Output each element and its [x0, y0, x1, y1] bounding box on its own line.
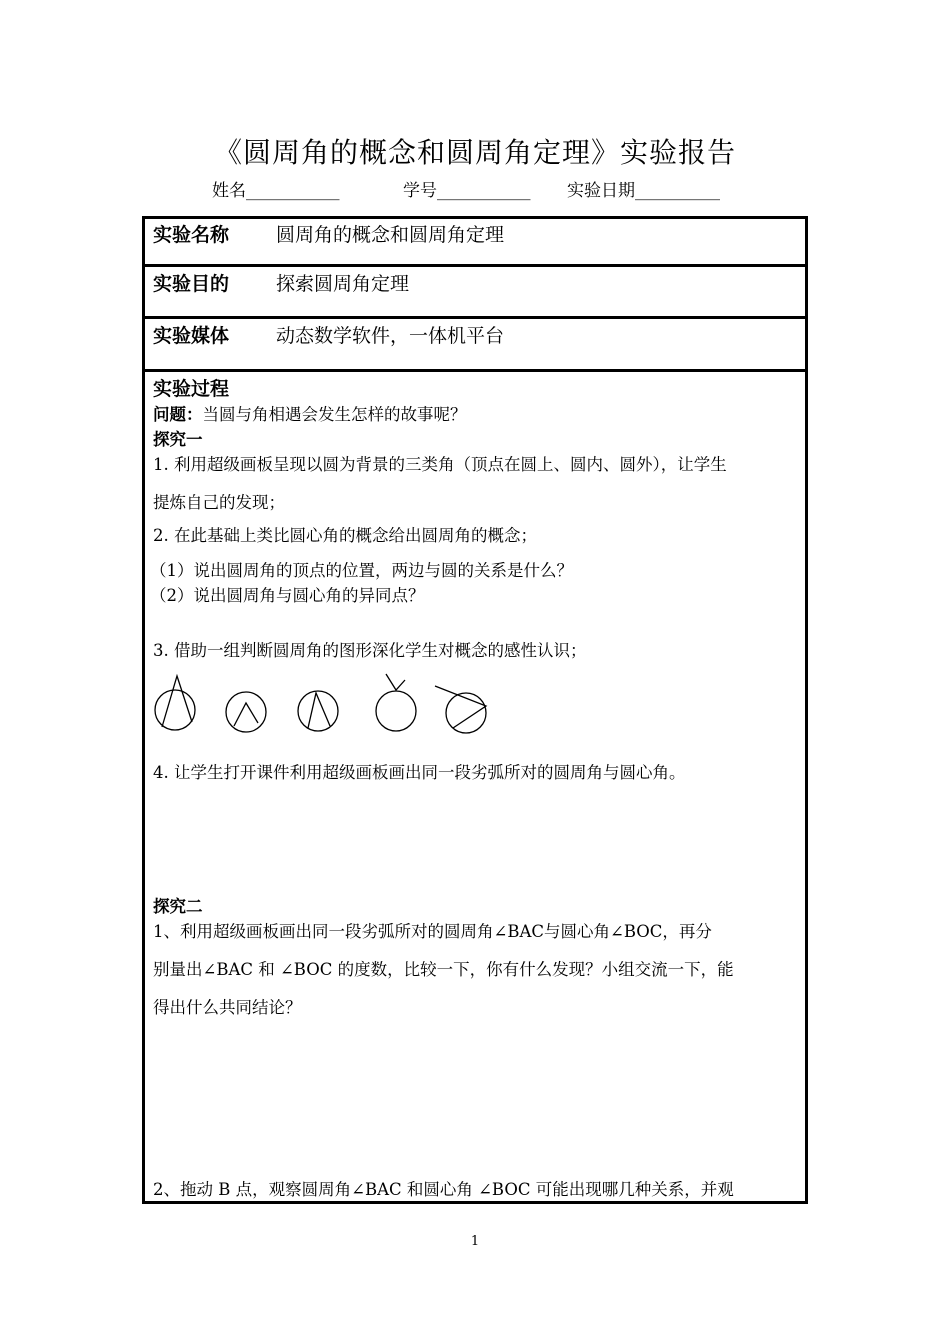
student-id-field[interactable]: 学号___________ [403, 181, 531, 201]
explore-one-sub-1: （1）说出圆周角的顶点的位置，两边与圆的关系是什么？ [150, 561, 573, 580]
explore-one-item-2: 2. 在此基础上类比圆心角的概念给出圆周角的概念； [153, 526, 537, 545]
name-field[interactable]: 姓名___________ [212, 181, 340, 201]
row-divider [142, 316, 808, 319]
explore-one-item-3: 3. 借助一组判断圆周角的图形深化学生对概念的感性认识； [153, 641, 587, 660]
question-text: 当圆与角相遇会发生怎样的故事呢？ [202, 405, 467, 424]
figure-angle-center-inscribed [298, 691, 338, 731]
row-label-experiment-goal: 实验目的 [153, 273, 230, 295]
explore-one-item-1: 1. 利用超级画板呈现以圆为背景的三类角（顶点在圆上、圆内、圆外），让学生 [153, 455, 727, 474]
report-title: 《圆周角的概念和圆周角定理》实验报告 [213, 136, 736, 169]
explore-two-heading: 探究二 [153, 897, 203, 916]
explore-two-item-1-cont2: 得出什么共同结论？ [153, 998, 302, 1017]
row-label-experiment-media: 实验媒体 [153, 325, 230, 347]
explore-two-item-1: 1、利用超级画板画出同一段劣弧所对的圆周角∠BAC与圆心角∠BOC，再分 [153, 922, 712, 941]
explore-one-item-1-cont: 提炼自己的发现； [153, 493, 285, 512]
row-divider [142, 369, 808, 372]
explore-one-sub-2: （2）说出圆周角与圆心角的异同点？ [150, 586, 425, 605]
row-divider [142, 264, 808, 267]
experiment-date-field[interactable]: 实验日期__________ [567, 181, 720, 201]
figure-angle-vertex-outside-top [155, 676, 195, 730]
process-heading: 实验过程 [153, 378, 230, 400]
row-value-experiment-goal: 探索圆周角定理 [276, 273, 410, 295]
explore-one-heading: 探究一 [153, 430, 203, 449]
page-number: 1 [470, 1234, 480, 1249]
explore-two-item-2: 2、拖动 B 点，观察圆周角∠BAC 和圆心角 ∠BOC 可能出现哪几种关系，并观 [153, 1180, 734, 1199]
question-label: 问题： [153, 405, 203, 424]
row-value-experiment-media: 动态数学软件，一体机平台 [276, 325, 505, 347]
question-line [153, 401, 467, 425]
figure-angle-tangent-secant [435, 686, 486, 733]
explore-two-item-1-cont: 别量出∠BAC 和 ∠BOC 的度数，比较一下，你有什么发现？小组交流一下，能 [153, 960, 734, 979]
inscribed-angle-figures [150, 668, 510, 738]
figure-angle-inside-circle [226, 692, 266, 732]
row-label-experiment-name: 实验名称 [153, 224, 230, 246]
explore-one-item-4: 4. 让学生打开课件利用超级画板画出同一段劣弧所对的圆周角与圆心角。 [153, 763, 686, 782]
figure-angle-outside-crossing [376, 674, 416, 731]
row-value-experiment-name: 圆周角的概念和圆周角定理 [276, 224, 505, 246]
